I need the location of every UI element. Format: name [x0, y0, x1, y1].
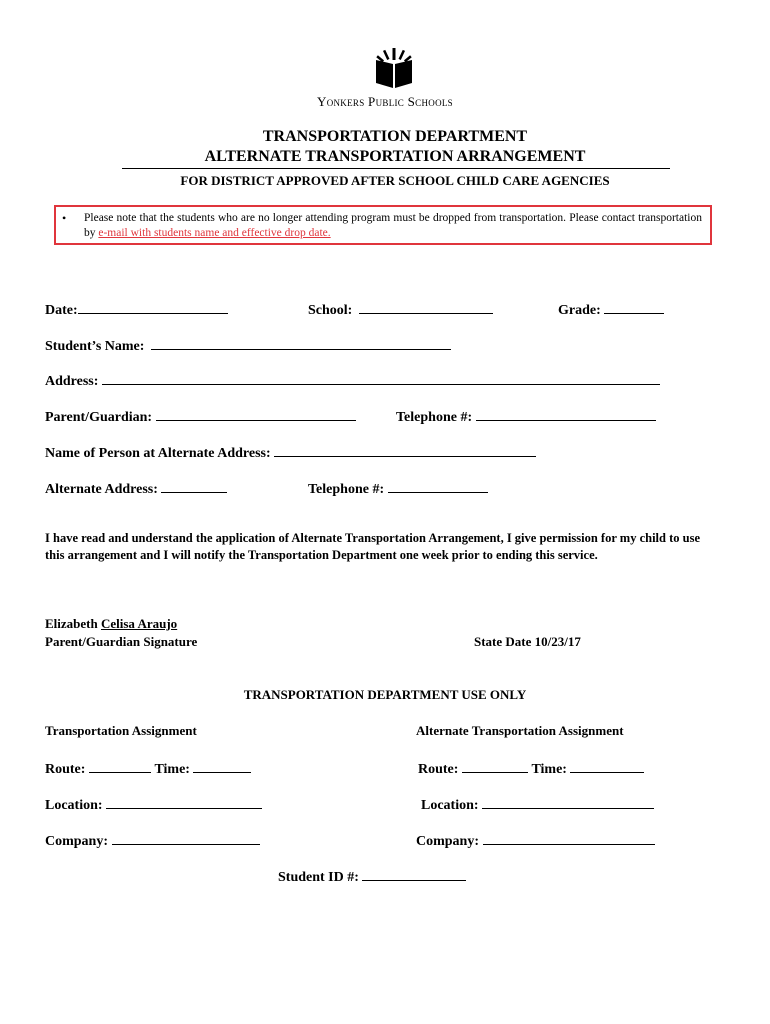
form-title: ALTERNATE TRANSPORTATION ARRANGEMENT	[204, 148, 586, 165]
notice-text	[84, 211, 702, 241]
telephone-input-line[interactable]	[476, 406, 656, 421]
location-label: Location:	[45, 798, 103, 813]
alternate-address-input-line[interactable]	[161, 478, 227, 493]
school-logo-icon	[372, 46, 416, 90]
department-title: TRANSPORTATION DEPARTMENT	[262, 128, 528, 145]
alternate-address-label: Alternate Address:	[45, 482, 158, 497]
state-date: State Date 10/23/17	[474, 634, 581, 649]
alternate-location-label: Location:	[421, 798, 479, 813]
notice-body: Please note that the students who are no longer attending program must be dropped from transportation. Please contact transportation by	[84, 212, 702, 239]
alternate-route-label: Route:	[418, 762, 459, 777]
address-input-line[interactable]	[102, 370, 660, 385]
time-input-line[interactable]	[193, 758, 251, 773]
student-id-field	[278, 866, 466, 886]
route-input-line[interactable]	[89, 758, 151, 773]
student-id-input-line[interactable]	[362, 866, 466, 881]
date-field	[45, 299, 228, 319]
alternate-assignment-heading: Alternate Transportation Assignment	[416, 723, 624, 738]
time-label: Time:	[154, 762, 190, 777]
alternate-time-input-line[interactable]	[570, 758, 644, 773]
student-name-field	[45, 335, 451, 355]
telephone-label: Telephone #:	[396, 410, 473, 425]
alternate-location-field	[421, 794, 654, 814]
email-link[interactable]: e-mail with students name and effective drop date.	[98, 227, 331, 239]
date-input-line[interactable]	[78, 299, 228, 314]
location-input-line[interactable]	[106, 794, 262, 809]
alternate-company-input-line[interactable]	[483, 830, 655, 845]
location-field	[45, 794, 262, 814]
alternate-route-time-field	[418, 758, 644, 778]
student-name-input-line[interactable]	[151, 335, 451, 350]
grade-field	[558, 299, 664, 319]
title-divider	[122, 168, 670, 169]
route-time-field	[45, 758, 251, 778]
alternate-time-label: Time:	[531, 762, 567, 777]
grade-input-line[interactable]	[604, 299, 664, 314]
parent-guardian-label: Parent/Guardian:	[45, 410, 153, 425]
company-field	[45, 830, 260, 850]
address-field	[45, 370, 660, 390]
alternate-person-input-line[interactable]	[274, 442, 536, 457]
signature-name	[45, 616, 177, 632]
signature-first-name: Elizabeth	[45, 616, 98, 631]
org-name: Yonkers Public Schools	[317, 94, 453, 109]
alternate-route-input-line[interactable]	[462, 758, 528, 773]
alternate-company-field	[416, 830, 655, 850]
company-label: Company:	[45, 834, 109, 849]
alternate-address-field	[45, 478, 227, 498]
company-input-line[interactable]	[112, 830, 260, 845]
alternate-location-input-line[interactable]	[482, 794, 654, 809]
consent-statement: I have read and understand the application of Alternate Transportation Arrangement, I give permission for my child to use this arrangement and I will notify the Transportation Department one week prior to ending this service.	[45, 531, 700, 562]
grade-label: Grade:	[558, 303, 601, 318]
transportation-assignment-heading: Transportation Assignment	[45, 723, 197, 738]
alternate-person-label: Name of Person at Alternate Address:	[45, 446, 271, 461]
school-field	[308, 299, 493, 319]
parent-guardian-field	[45, 406, 356, 426]
student-id-label: Student ID #:	[278, 870, 359, 885]
signature-label: Parent/Guardian Signature	[45, 634, 198, 649]
alternate-telephone-input-line[interactable]	[388, 478, 488, 493]
telephone-field	[396, 406, 656, 426]
route-label: Route:	[45, 762, 86, 777]
alternate-person-field	[45, 442, 536, 462]
school-input-line[interactable]	[359, 299, 493, 314]
form-subtitle: FOR DISTRICT APPROVED AFTER SCHOOL CHILD CARE AGENCIES	[180, 173, 610, 188]
school-label: School:	[308, 303, 353, 318]
department-use-heading: TRANSPORTATION DEPARTMENT USE ONLY	[243, 687, 527, 702]
date-label: Date:	[45, 303, 78, 318]
alternate-telephone-label: Telephone #:	[308, 482, 385, 497]
student-name-label: Student’s Name:	[45, 339, 145, 354]
parent-guardian-input-line[interactable]	[156, 406, 356, 421]
signature-rest-name: Celisa Araujo	[100, 616, 178, 631]
alternate-telephone-field	[308, 478, 488, 498]
address-label: Address:	[45, 374, 99, 389]
notice-bullet: •	[62, 211, 67, 225]
alternate-company-label: Company:	[416, 834, 480, 849]
